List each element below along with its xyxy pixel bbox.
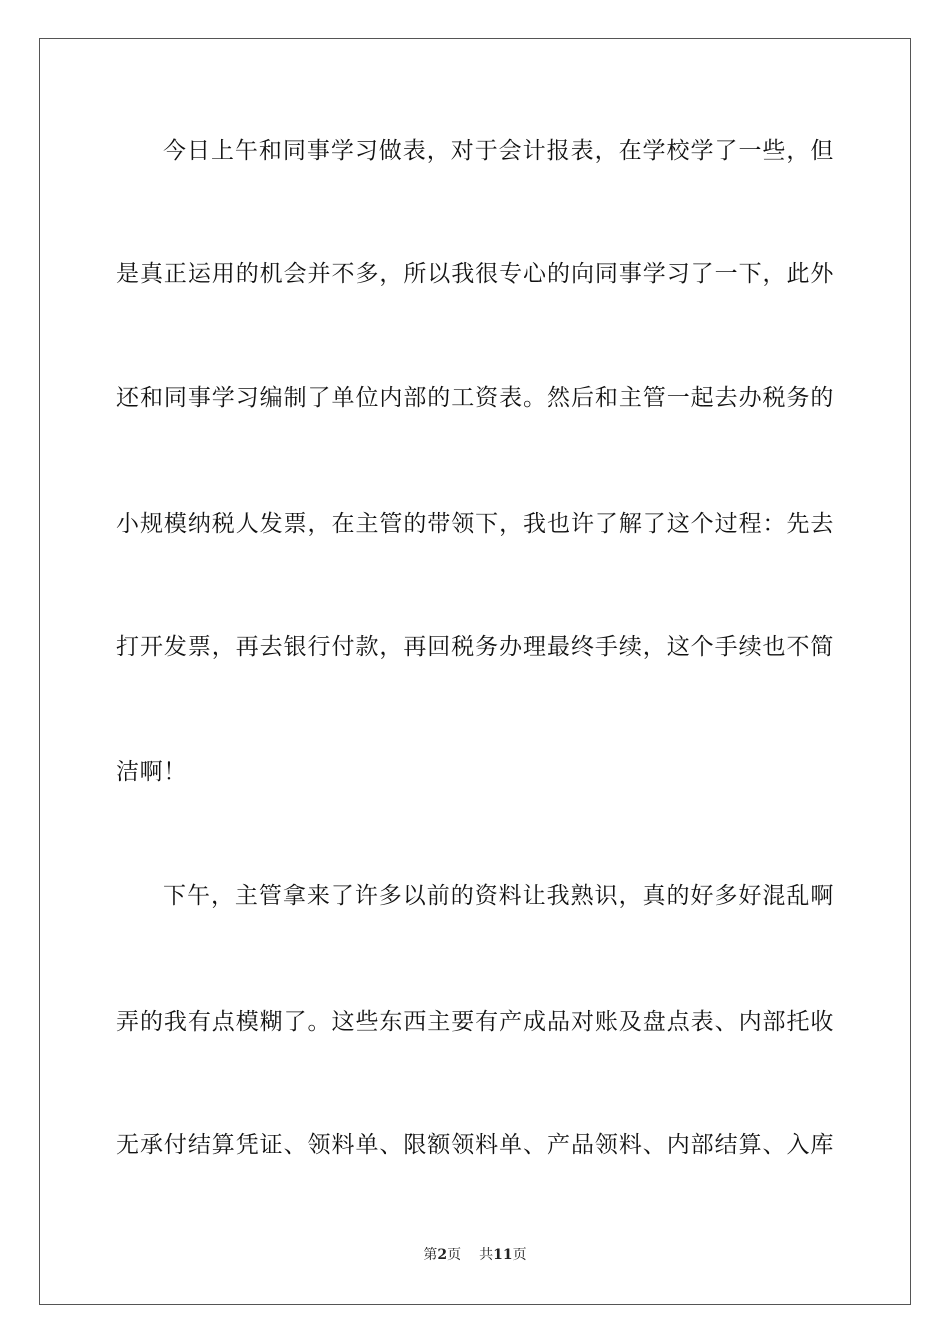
- paragraph-2-line-3: 无承付结算凭证、领料单、限额领料单、产品领料、内部结算、入库: [116, 1132, 834, 1158]
- paragraph-1-line-5: 打开发票，再去银行付款，再回税务办理最终手续，这个手续也不简: [116, 634, 834, 660]
- total-page-count: 11: [493, 1247, 513, 1263]
- total-suffix: 页: [512, 1247, 527, 1263]
- paragraph-2-line-2: 弄的我有点模糊了。这些东西主要有产成品对账及盘点表、内部托收: [116, 1009, 834, 1035]
- paragraph-1-line-2: 是真正运用的机会并不多，所以我很专心的向同事学习了一下，此外: [116, 261, 834, 287]
- page-prefix: 第: [423, 1247, 438, 1263]
- paragraph-1-line-6: 洁啊！: [116, 759, 187, 785]
- paragraph-2-line-1: 下午，主管拿来了许多以前的资料让我熟识，真的好多好混乱啊: [163, 883, 834, 909]
- current-page-number: 2: [437, 1247, 448, 1263]
- paragraph-1-line-3: 还和同事学习编制了单位内部的工资表。然后和主管一起去办税务的: [116, 385, 834, 411]
- total-prefix: 共: [479, 1247, 494, 1263]
- page-suffix: 页: [447, 1247, 462, 1263]
- paragraph-1-line-1: 今日上午和同事学习做表，对于会计报表，在学校学了一些，但: [163, 138, 834, 164]
- page-border: [39, 38, 911, 1305]
- paragraph-1-line-4: 小规模纳税人发票，在主管的带领下，我也许了解了这个过程：先去: [116, 511, 834, 537]
- page-footer: [0, 1245, 950, 1265]
